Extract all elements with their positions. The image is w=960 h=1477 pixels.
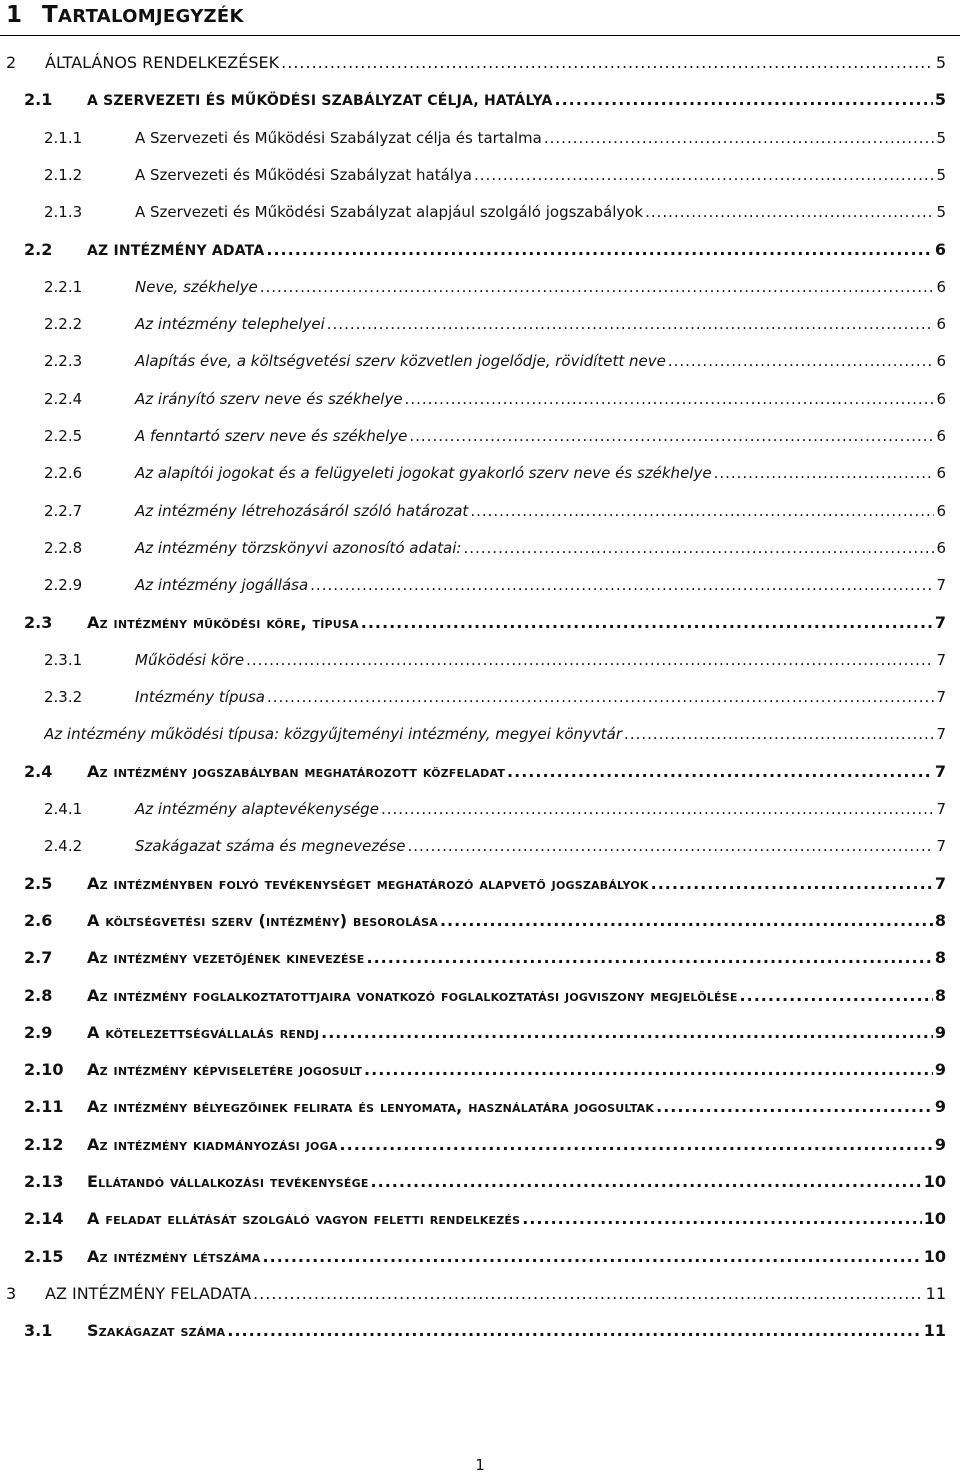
toc-entry-page: 6 bbox=[934, 239, 946, 259]
toc-entry[interactable] bbox=[24, 975, 946, 1005]
toc-heading-text: TARTALOMJEGYZÉK bbox=[42, 2, 244, 28]
toc-entry-page: 10 bbox=[923, 1172, 946, 1191]
toc-entry-title: Az intézmény létrehozásáról szóló határozat bbox=[135, 501, 469, 520]
toc-entry-number: 2 bbox=[6, 53, 17, 72]
toc-entry[interactable] bbox=[44, 527, 946, 557]
toc-entry-page: 10 bbox=[923, 1246, 946, 1266]
toc-entry[interactable] bbox=[44, 191, 946, 221]
toc-entry-title: Neve, székhelye bbox=[135, 277, 258, 296]
toc-entry-page: 5 bbox=[934, 90, 946, 110]
toc-entry-title: Az intézmény bélyegzőinek felirata és lenyomata, használatára jogosultak bbox=[87, 1097, 655, 1117]
toc-entry[interactable] bbox=[44, 713, 946, 743]
toc-entry-page: 8 bbox=[934, 985, 946, 1005]
toc-entry[interactable] bbox=[44, 415, 946, 445]
toc-entry-title: Az intézmény törzskönyvi azonosító adatai: bbox=[135, 538, 462, 557]
toc-entry-title: A fenntartó szerv neve és székhelye bbox=[135, 427, 408, 445]
toc-heading-number: 1 bbox=[6, 2, 23, 28]
toc-entry[interactable] bbox=[44, 117, 946, 147]
toc-entry-title: Az intézmény vezetőjének kinevezése bbox=[87, 948, 365, 968]
toc-entry[interactable] bbox=[44, 303, 946, 333]
toc-entry-title: Szakágazat száma bbox=[87, 1321, 226, 1341]
toc-entry-page: 7 bbox=[934, 761, 946, 781]
toc-entry[interactable] bbox=[24, 1124, 946, 1154]
toc-entry-page: 6 bbox=[936, 315, 946, 334]
toc-entry-page: 5 bbox=[936, 203, 946, 222]
toc-entry-number: 2.7 bbox=[24, 948, 53, 968]
dot-leader bbox=[227, 1321, 921, 1340]
toc-entry-number: 2.2.6 bbox=[44, 464, 83, 483]
toc-entry-number: 2.2.3 bbox=[44, 352, 83, 371]
toc-entry-number: 2.3.2 bbox=[44, 688, 83, 707]
toc-entry-title: Az intézményben folyó tevékenységet meghatározó alapvető jogszabályok bbox=[87, 873, 649, 893]
dot-leader bbox=[714, 464, 935, 482]
toc-entry-page: 11 bbox=[923, 1321, 946, 1341]
toc-entry[interactable] bbox=[44, 490, 946, 520]
toc-entry-title: A Szervezeti és Működési Szabályzat hatálya bbox=[135, 165, 473, 184]
toc-entry-number: 2.2.4 bbox=[44, 389, 83, 408]
toc-entry-title: Az intézmény létszáma bbox=[87, 1246, 261, 1266]
toc-entry-page: 9 bbox=[934, 1060, 946, 1080]
dot-leader bbox=[246, 651, 934, 669]
toc-entry[interactable] bbox=[6, 42, 946, 72]
toc-entry-page: 6 bbox=[936, 389, 946, 408]
toc-entry-number: 2.2.5 bbox=[44, 427, 83, 445]
toc-entry-number: 2.10 bbox=[24, 1060, 64, 1080]
toc-entry-page: 7 bbox=[936, 688, 946, 707]
toc-entry-number: 2.6 bbox=[24, 910, 53, 930]
toc-entry[interactable] bbox=[24, 1012, 946, 1042]
toc-entry-page: 6 bbox=[936, 501, 946, 520]
dot-leader bbox=[267, 688, 934, 706]
toc-entry-page: 10 bbox=[923, 1209, 946, 1229]
toc-entry-number: 2.2.2 bbox=[44, 315, 83, 334]
toc-entry[interactable] bbox=[44, 676, 946, 706]
toc-entry-title: Az intézmény alaptevékenysége bbox=[135, 800, 379, 818]
dot-leader bbox=[656, 1097, 933, 1116]
dot-leader bbox=[253, 1284, 924, 1303]
toc-entry-page: 8 bbox=[934, 948, 946, 968]
dot-leader bbox=[474, 166, 934, 184]
toc-entry-number: 2.3 bbox=[24, 612, 53, 632]
toc-entry-page: 7 bbox=[936, 576, 946, 595]
toc-entry[interactable] bbox=[24, 751, 946, 781]
toc-entry-title: Működési köre bbox=[135, 650, 245, 669]
dot-leader bbox=[740, 986, 933, 1005]
toc-entry-page: 6 bbox=[936, 427, 946, 445]
toc-entry-number: 3.1 bbox=[24, 1321, 53, 1341]
toc-entry-title: AZ INTÉZMÉNY FELADATA bbox=[45, 1283, 252, 1303]
dot-leader bbox=[321, 1023, 933, 1042]
toc-entry-number: 2.2.1 bbox=[44, 277, 83, 296]
toc-entry-page: 9 bbox=[934, 1022, 946, 1042]
toc-entry[interactable] bbox=[24, 900, 946, 930]
toc-entry-number: 2.2.7 bbox=[44, 501, 83, 520]
toc-entry[interactable] bbox=[44, 266, 946, 296]
toc-entry-title: Az irányító szerv neve és székhelye bbox=[135, 389, 403, 408]
dot-leader bbox=[310, 576, 934, 594]
dot-leader bbox=[408, 837, 935, 855]
toc-heading bbox=[6, 0, 244, 32]
toc-entry-page: 7 bbox=[936, 650, 946, 669]
toc-entry-page: 6 bbox=[936, 352, 946, 371]
dot-leader bbox=[668, 352, 935, 370]
toc-entry-page: 9 bbox=[934, 1134, 946, 1154]
dot-leader bbox=[281, 53, 934, 72]
dot-leader bbox=[522, 1209, 921, 1228]
toc-entry[interactable] bbox=[24, 863, 946, 893]
toc-entry-title: A Szervezeti és Működési Szabályzat célja és tartalma bbox=[135, 128, 542, 147]
toc-entry[interactable] bbox=[44, 564, 946, 594]
toc-entry-number: 2.2.9 bbox=[44, 576, 83, 595]
dot-leader bbox=[381, 800, 935, 818]
toc-entry-number: 2.4.2 bbox=[44, 837, 83, 856]
toc-entry-page: 5 bbox=[936, 165, 946, 184]
toc-entry[interactable] bbox=[44, 340, 946, 370]
toc-entry-title: Az intézmény foglalkoztatottjaira vonatkozó foglalkoztatási jogviszony megjelölése bbox=[87, 985, 738, 1005]
toc-entry-title: Szakágazat száma és megnevezése bbox=[135, 837, 406, 856]
toc-entry-page: 5 bbox=[935, 53, 946, 72]
toc-entry[interactable] bbox=[24, 602, 946, 632]
toc-entry-number: 2.8 bbox=[24, 985, 53, 1005]
toc-entry-number: 2.1.2 bbox=[44, 165, 83, 184]
toc-entry-number: 2.4 bbox=[24, 761, 53, 781]
toc-entry-number: 2.14 bbox=[24, 1209, 64, 1229]
toc-entry-title: Az alapítói jogokat és a felügyeleti jogokat gyakorló szerv neve és székhelye bbox=[135, 464, 712, 483]
toc-entry-title: A kötelezettségvállalás rendj bbox=[87, 1022, 320, 1042]
toc-entry[interactable] bbox=[44, 788, 946, 818]
toc-entry-title: Az intézmény működési köre, típusa bbox=[87, 612, 359, 632]
toc-entry-title: Az intézmény kiadmányozási joga bbox=[87, 1134, 338, 1154]
toc-entry-page: 7 bbox=[936, 800, 946, 818]
dot-leader bbox=[260, 278, 935, 296]
dot-leader bbox=[555, 90, 933, 109]
toc-entry-page: 7 bbox=[934, 612, 946, 632]
toc-entry-number: 2.5 bbox=[24, 873, 53, 893]
toc-entry-number: 2.2 bbox=[24, 239, 53, 259]
toc-entry-title: Az intézmény képviseletére jogosult bbox=[87, 1060, 363, 1080]
dot-leader bbox=[440, 911, 933, 930]
toc-entry[interactable] bbox=[24, 1049, 946, 1079]
dot-leader bbox=[327, 315, 935, 333]
dot-leader bbox=[470, 502, 934, 520]
toc-entry-page: 9 bbox=[934, 1097, 946, 1117]
toc-entry-page: 11 bbox=[925, 1283, 946, 1303]
toc-entry[interactable] bbox=[44, 452, 946, 482]
toc-entry-title: AZ INTÉZMÉNY ADATA bbox=[87, 242, 265, 259]
toc-entry[interactable] bbox=[24, 1310, 946, 1340]
heading-underline bbox=[0, 35, 960, 36]
toc-entry-title: Ellátandó vállalkozási tevékenysége bbox=[87, 1172, 369, 1191]
dot-leader bbox=[463, 539, 934, 557]
toc-entry-title: A feladat ellátását szolgáló vagyon feletti rendelkezés bbox=[87, 1209, 521, 1229]
toc-entry-title: ÁLTALÁNOS RENDELKEZÉSEK bbox=[45, 53, 280, 72]
toc-entry-page: 7 bbox=[936, 837, 946, 856]
toc-entry-title: A költségvetési szerv (intézmény) besorolása bbox=[87, 910, 438, 930]
dot-leader bbox=[507, 762, 933, 781]
toc-entry-title: Az intézmény telephelyei bbox=[135, 315, 325, 334]
dot-leader bbox=[340, 1135, 933, 1154]
toc-entry-number: 2.11 bbox=[24, 1097, 64, 1117]
dot-leader bbox=[364, 1060, 933, 1079]
toc-entry-title: Az intézmény működési típusa: közgyűjteményi intézmény, megyei könyvtár bbox=[44, 725, 623, 744]
dot-leader bbox=[651, 874, 933, 893]
toc-entry[interactable] bbox=[44, 825, 946, 855]
toc-entry[interactable] bbox=[24, 1236, 946, 1266]
dot-leader bbox=[367, 948, 933, 967]
dot-leader bbox=[645, 203, 934, 221]
toc-entry-page: 6 bbox=[936, 464, 946, 483]
toc-entry[interactable] bbox=[6, 1273, 946, 1303]
toc-entry-page: 7 bbox=[936, 725, 946, 744]
toc-entry[interactable] bbox=[44, 154, 946, 184]
dot-leader bbox=[263, 1247, 922, 1266]
toc-entry-number: 2.12 bbox=[24, 1134, 64, 1154]
dot-leader bbox=[361, 613, 933, 632]
toc-entry-number: 2.3.1 bbox=[44, 650, 83, 669]
dot-leader bbox=[266, 240, 932, 259]
toc-entry[interactable] bbox=[24, 1086, 946, 1116]
toc-entry-number: 2.1 bbox=[24, 90, 53, 110]
toc-entry-number: 2.1.3 bbox=[44, 203, 83, 222]
toc-entry-title: Alapítás éve, a költségvetési szerv közvetlen jogelődje, rövidített neve bbox=[135, 352, 666, 371]
toc-entry-title: A SZERVEZETI ÉS MŰKÖDÉSI SZABÁLYZAT CÉLJA, HATÁLYA bbox=[87, 93, 553, 110]
toc-entry[interactable] bbox=[24, 937, 946, 967]
toc-entry-number: 2.2.8 bbox=[44, 538, 83, 557]
toc-entry-title: Az intézmény jogállása bbox=[135, 576, 309, 595]
toc-entry-page: 8 bbox=[934, 910, 946, 930]
toc-entry-number: 3 bbox=[6, 1283, 17, 1303]
toc-entry-number: 2.4.1 bbox=[44, 800, 83, 818]
toc-entry-number: 2.15 bbox=[24, 1246, 64, 1266]
toc-entry-page: 6 bbox=[936, 277, 946, 296]
toc-entry-title: Intézmény típusa bbox=[135, 688, 265, 707]
dot-leader bbox=[371, 1172, 922, 1191]
dot-leader bbox=[405, 390, 935, 408]
toc-entry-title: A Szervezeti és Működési Szabályzat alapjául szolgáló jogszabályok bbox=[135, 203, 644, 222]
toc-entry[interactable] bbox=[24, 229, 946, 259]
toc-entry[interactable] bbox=[24, 1198, 946, 1228]
toc-entry-page: 7 bbox=[934, 873, 946, 893]
toc-entry-title: Az intézmény jogszabályban meghatározott közfeladat bbox=[87, 761, 506, 781]
toc-entry[interactable] bbox=[44, 639, 946, 669]
dot-leader bbox=[544, 129, 935, 147]
toc-entry-page: 5 bbox=[936, 128, 946, 147]
toc-entry-number: 2.9 bbox=[24, 1022, 53, 1042]
toc-entry[interactable] bbox=[44, 378, 946, 408]
toc-entry-number: 2.1.1 bbox=[44, 128, 83, 147]
dot-leader bbox=[409, 427, 934, 445]
toc-entry[interactable] bbox=[24, 1161, 946, 1191]
dot-leader bbox=[624, 725, 934, 743]
toc-entry[interactable] bbox=[24, 79, 946, 109]
toc-entry-number: 2.13 bbox=[24, 1172, 64, 1191]
page-number: 1 bbox=[475, 1456, 485, 1474]
toc-entry-page: 6 bbox=[936, 538, 946, 557]
